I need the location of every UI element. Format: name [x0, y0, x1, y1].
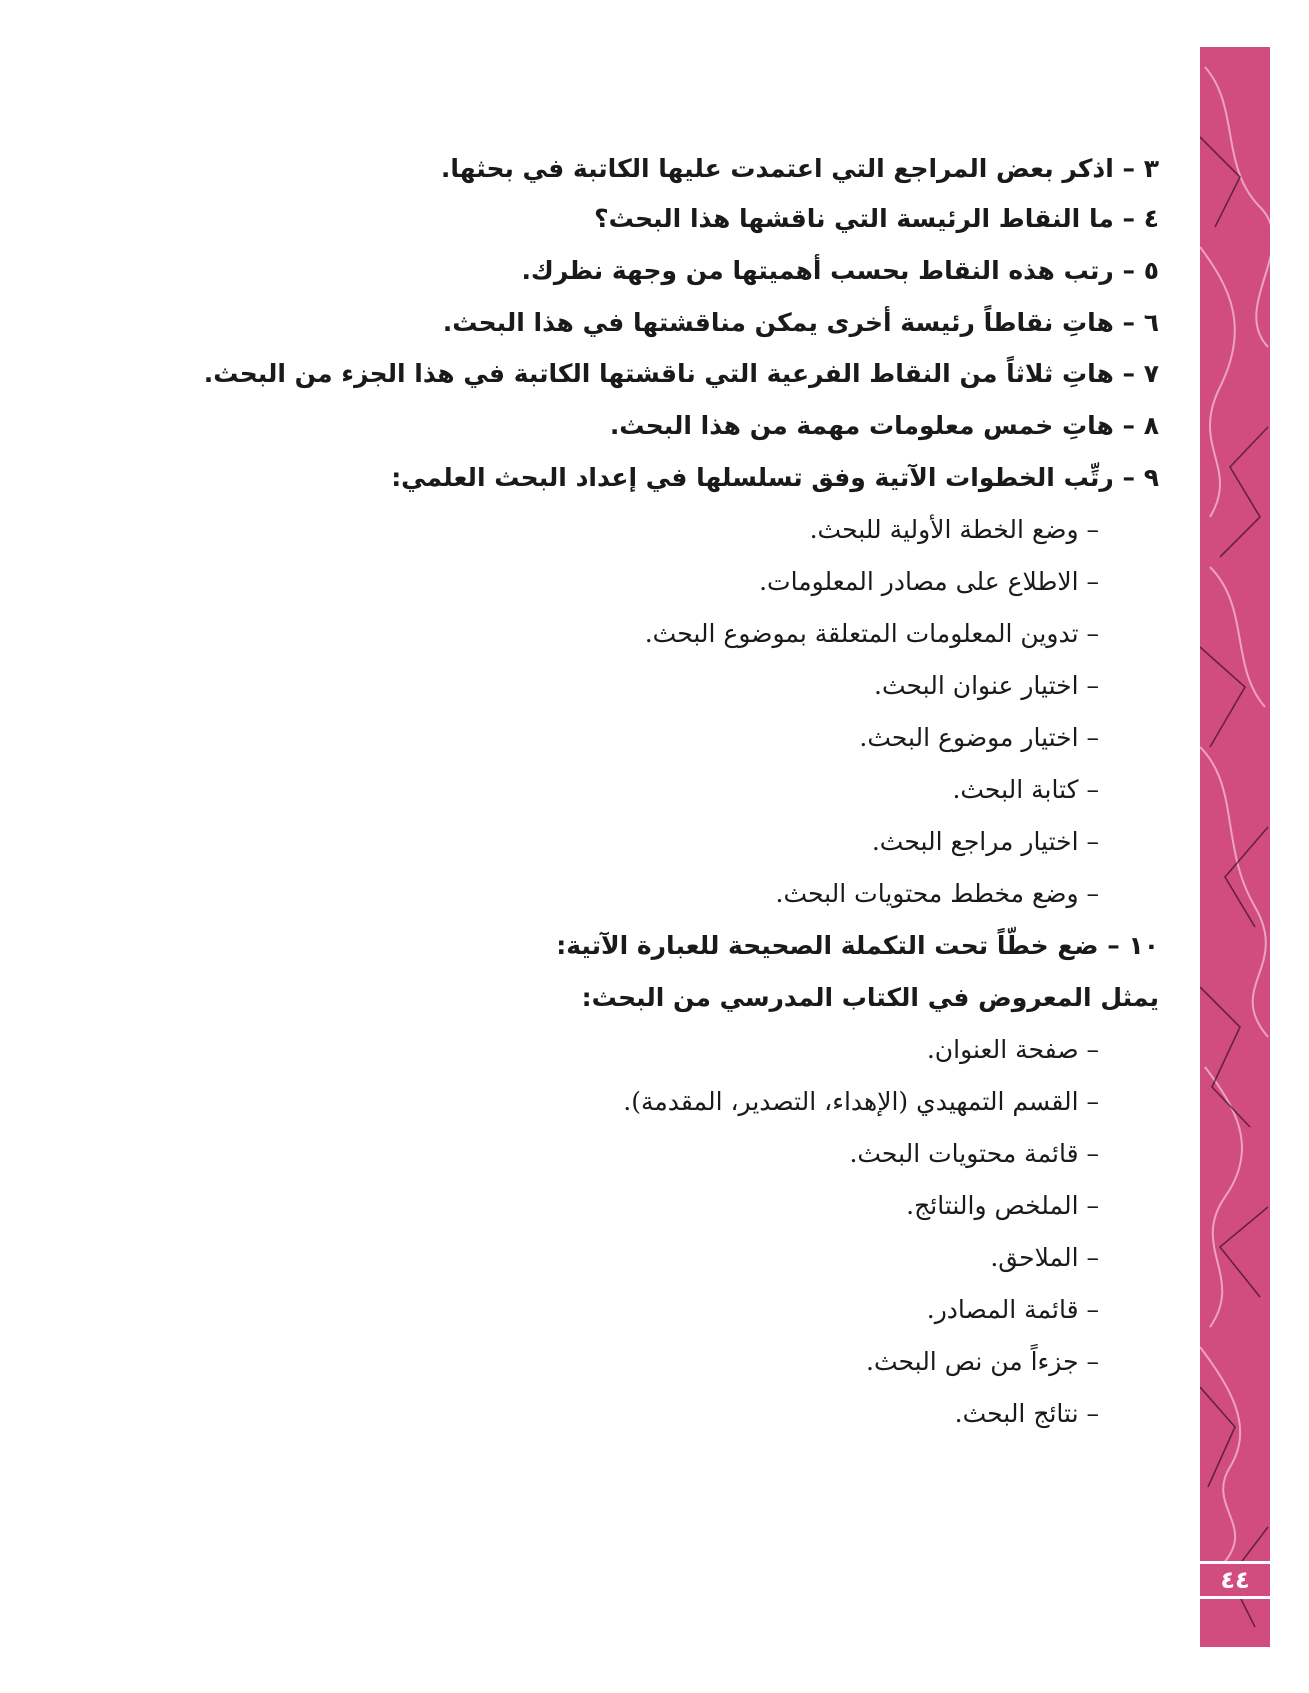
option-item: – الملخص والنتائج. [906, 1191, 1099, 1220]
option-item: – نتائج البحث. [954, 1399, 1099, 1428]
question-8: ٨ – هاتِ خمس معلومات مهمة من هذا البحث. [609, 411, 1159, 440]
question-10-statement: يمثل المعروض في الكتاب المدرسي من البحث: [581, 983, 1159, 1012]
step-item: – كتابة البحث. [952, 775, 1099, 804]
question-6: ٦ – هاتِ نقاطاً رئيسة أخرى يمكن مناقشتها في هذا البحث. [442, 308, 1159, 337]
step-item: – وضع الخطة الأولية للبحث. [809, 515, 1099, 544]
step-item: – اختيار موضوع البحث. [859, 723, 1099, 752]
step-item: – اختيار عنوان البحث. [874, 671, 1099, 700]
question-5: ٥ – رتب هذه النقاط بحسب أهميتها من وجهة نظرك. [521, 256, 1159, 285]
step-item: – وضع مخطط محتويات البحث. [775, 879, 1099, 908]
step-item: – تدوين المعلومات المتعلقة بموضوع البحث. [644, 619, 1099, 648]
option-item: – قائمة محتويات البحث. [849, 1139, 1099, 1168]
question-10: ١٠ – ضع خطّاً تحت التكملة الصحيحة للعبارة الآتية: [556, 931, 1159, 960]
option-item: – صفحة العنوان. [926, 1035, 1099, 1064]
step-item: – الاطلاع على مصادر المعلومات. [759, 567, 1099, 596]
option-item: – جزءاً من نص البحث. [866, 1347, 1099, 1376]
option-item: – قائمة المصادر. [926, 1295, 1099, 1324]
question-3: ٣ – اذكر بعض المراجع التي اعتمدت عليها الكاتبة في بحثها. [440, 154, 1159, 183]
page-number: ٤٤ [1200, 1561, 1270, 1599]
option-item: – الملاحق. [990, 1243, 1099, 1272]
question-9: ٩ – رتِّب الخطوات الآتية وفق تسلسلها في إعداد البحث العلمي: [391, 463, 1159, 492]
question-4: ٤ – ما النقاط الرئيسة التي ناقشها هذا البحث؟ [594, 204, 1159, 233]
step-item: – اختيار مراجع البحث. [871, 827, 1099, 856]
option-item: – القسم التمهيدي (الإهداء، التصدير، المقدمة). [623, 1087, 1099, 1116]
question-7: ٧ – هاتِ ثلاثاً من النقاط الفرعية التي ناقشتها الكاتبة في هذا الجزء من البحث. [203, 359, 1159, 388]
